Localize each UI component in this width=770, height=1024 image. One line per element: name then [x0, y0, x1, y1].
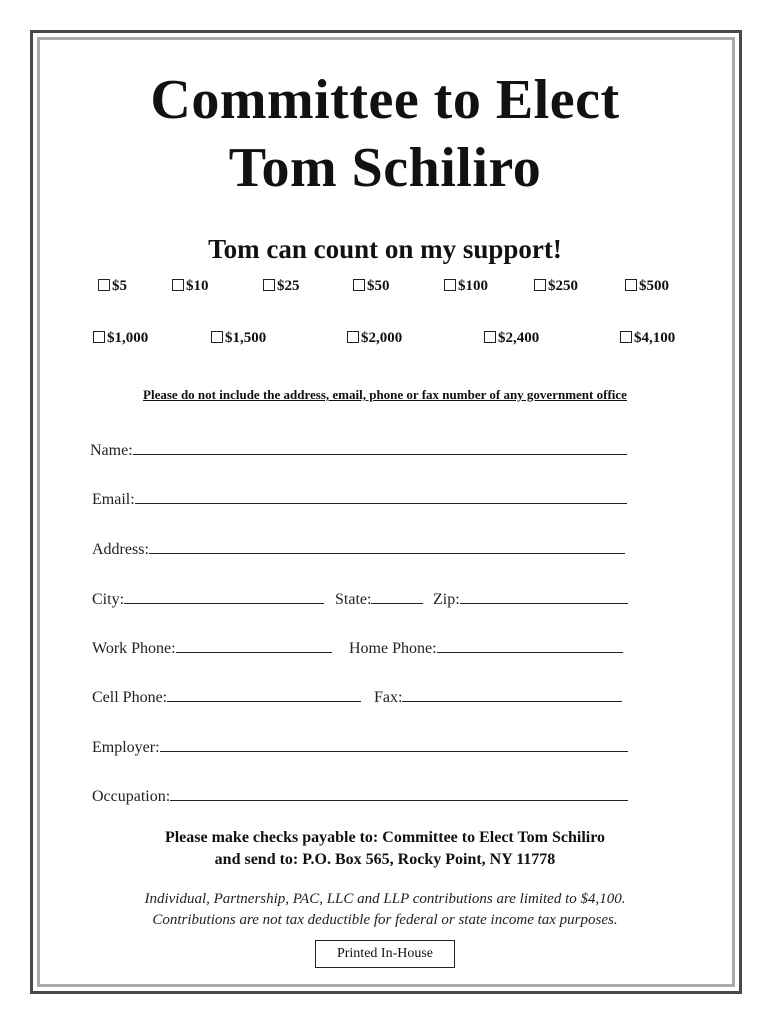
amount-option[interactable]: [620, 330, 675, 347]
amount-option[interactable]: [444, 278, 488, 295]
amount-option[interactable]: [347, 330, 402, 347]
checkbox-icon[interactable]: [172, 279, 184, 291]
cell-phone-field: [92, 687, 361, 707]
address-line[interactable]: [149, 539, 625, 554]
state-field: [335, 589, 423, 609]
occupation-line[interactable]: [170, 786, 628, 801]
amount-label: $25: [277, 278, 300, 294]
amount-label: $50: [367, 278, 390, 294]
amount-option[interactable]: [263, 278, 300, 295]
mailing-address-line: and send to: P.O. Box 565, Rocky Point, NY 11778: [214, 851, 556, 868]
name-line[interactable]: [133, 440, 627, 455]
email-line[interactable]: [135, 489, 627, 504]
email-field: [92, 489, 627, 509]
city-label: City:: [92, 591, 125, 608]
occupation-label: Occupation:: [92, 788, 171, 805]
printed-in-house-box: Printed In-House: [315, 940, 455, 968]
zip-line[interactable]: [460, 589, 628, 604]
amount-label: $2,400: [498, 330, 540, 346]
city-line[interactable]: [124, 589, 324, 604]
amount-option[interactable]: [98, 278, 127, 295]
amount-label: $250: [548, 278, 578, 294]
work-phone-label: Work Phone:: [92, 640, 176, 657]
amount-label: $1,500: [225, 330, 267, 346]
amount-option[interactable]: [484, 330, 539, 347]
checkbox-icon[interactable]: [263, 279, 275, 291]
tax-deductible-note: Contributions are not tax deductible for federal or state income tax purposes.: [152, 912, 618, 928]
amount-label: $1,000: [107, 330, 149, 346]
cell-phone-line[interactable]: [167, 687, 361, 702]
support-heading: Tom can count on my support!: [208, 234, 562, 264]
fax-field: [374, 687, 622, 707]
name-label: Name:: [90, 442, 133, 459]
checkbox-icon[interactable]: [98, 279, 110, 291]
checkbox-icon[interactable]: [93, 331, 105, 343]
work-phone-line[interactable]: [176, 638, 332, 653]
amount-option[interactable]: [172, 278, 209, 295]
amount-label: $500: [639, 278, 669, 294]
employer-field: [92, 737, 628, 757]
city-field: [92, 589, 324, 609]
amount-option[interactable]: [93, 330, 148, 347]
cell-phone-label: Cell Phone:: [92, 689, 168, 706]
employer-label: Employer:: [92, 739, 160, 756]
zip-field: [433, 589, 628, 609]
name-field: [90, 440, 627, 460]
amount-label: $4,100: [634, 330, 676, 346]
checks-payable-line: Please make checks payable to: Committee to Elect Tom Schiliro: [164, 829, 606, 846]
home-phone-field: [349, 638, 623, 658]
government-office-notice: Please do not include the address, email, phone or fax number of any government office: [143, 387, 627, 402]
amount-label: $2,000: [361, 330, 403, 346]
address-label: Address:: [92, 541, 149, 558]
home-phone-label: Home Phone:: [349, 640, 437, 657]
amount-option[interactable]: [211, 330, 266, 347]
zip-label: Zip:: [433, 591, 460, 608]
checkbox-icon[interactable]: [534, 279, 546, 291]
checkbox-icon[interactable]: [347, 331, 359, 343]
email-label: Email:: [92, 491, 135, 508]
checkbox-icon[interactable]: [620, 331, 632, 343]
home-phone-line[interactable]: [437, 638, 623, 653]
amount-label: $100: [458, 278, 488, 294]
title-line-1: Committee to Elect: [150, 69, 620, 131]
work-phone-field: [92, 638, 332, 658]
amount-label: $10: [186, 278, 209, 294]
contribution-limit-note: Individual, Partnership, PAC, LLC and LLP contributions are limited to $4,100.: [144, 891, 626, 907]
state-line[interactable]: [371, 589, 423, 604]
checkbox-icon[interactable]: [625, 279, 637, 291]
title-line-2: Tom Schiliro: [228, 137, 542, 199]
fax-line[interactable]: [402, 687, 622, 702]
checkbox-icon[interactable]: [484, 331, 496, 343]
checkbox-icon[interactable]: [444, 279, 456, 291]
occupation-field: [92, 786, 628, 806]
amount-option[interactable]: [353, 278, 390, 295]
state-label: State:: [335, 591, 372, 608]
employer-line[interactable]: [160, 737, 628, 752]
checkbox-icon[interactable]: [353, 279, 365, 291]
amount-option[interactable]: [625, 278, 669, 295]
address-field: [92, 539, 625, 559]
checkbox-icon[interactable]: [211, 331, 223, 343]
amount-option[interactable]: [534, 278, 578, 295]
amount-label: $5: [112, 278, 127, 294]
fax-label: Fax:: [374, 689, 403, 706]
